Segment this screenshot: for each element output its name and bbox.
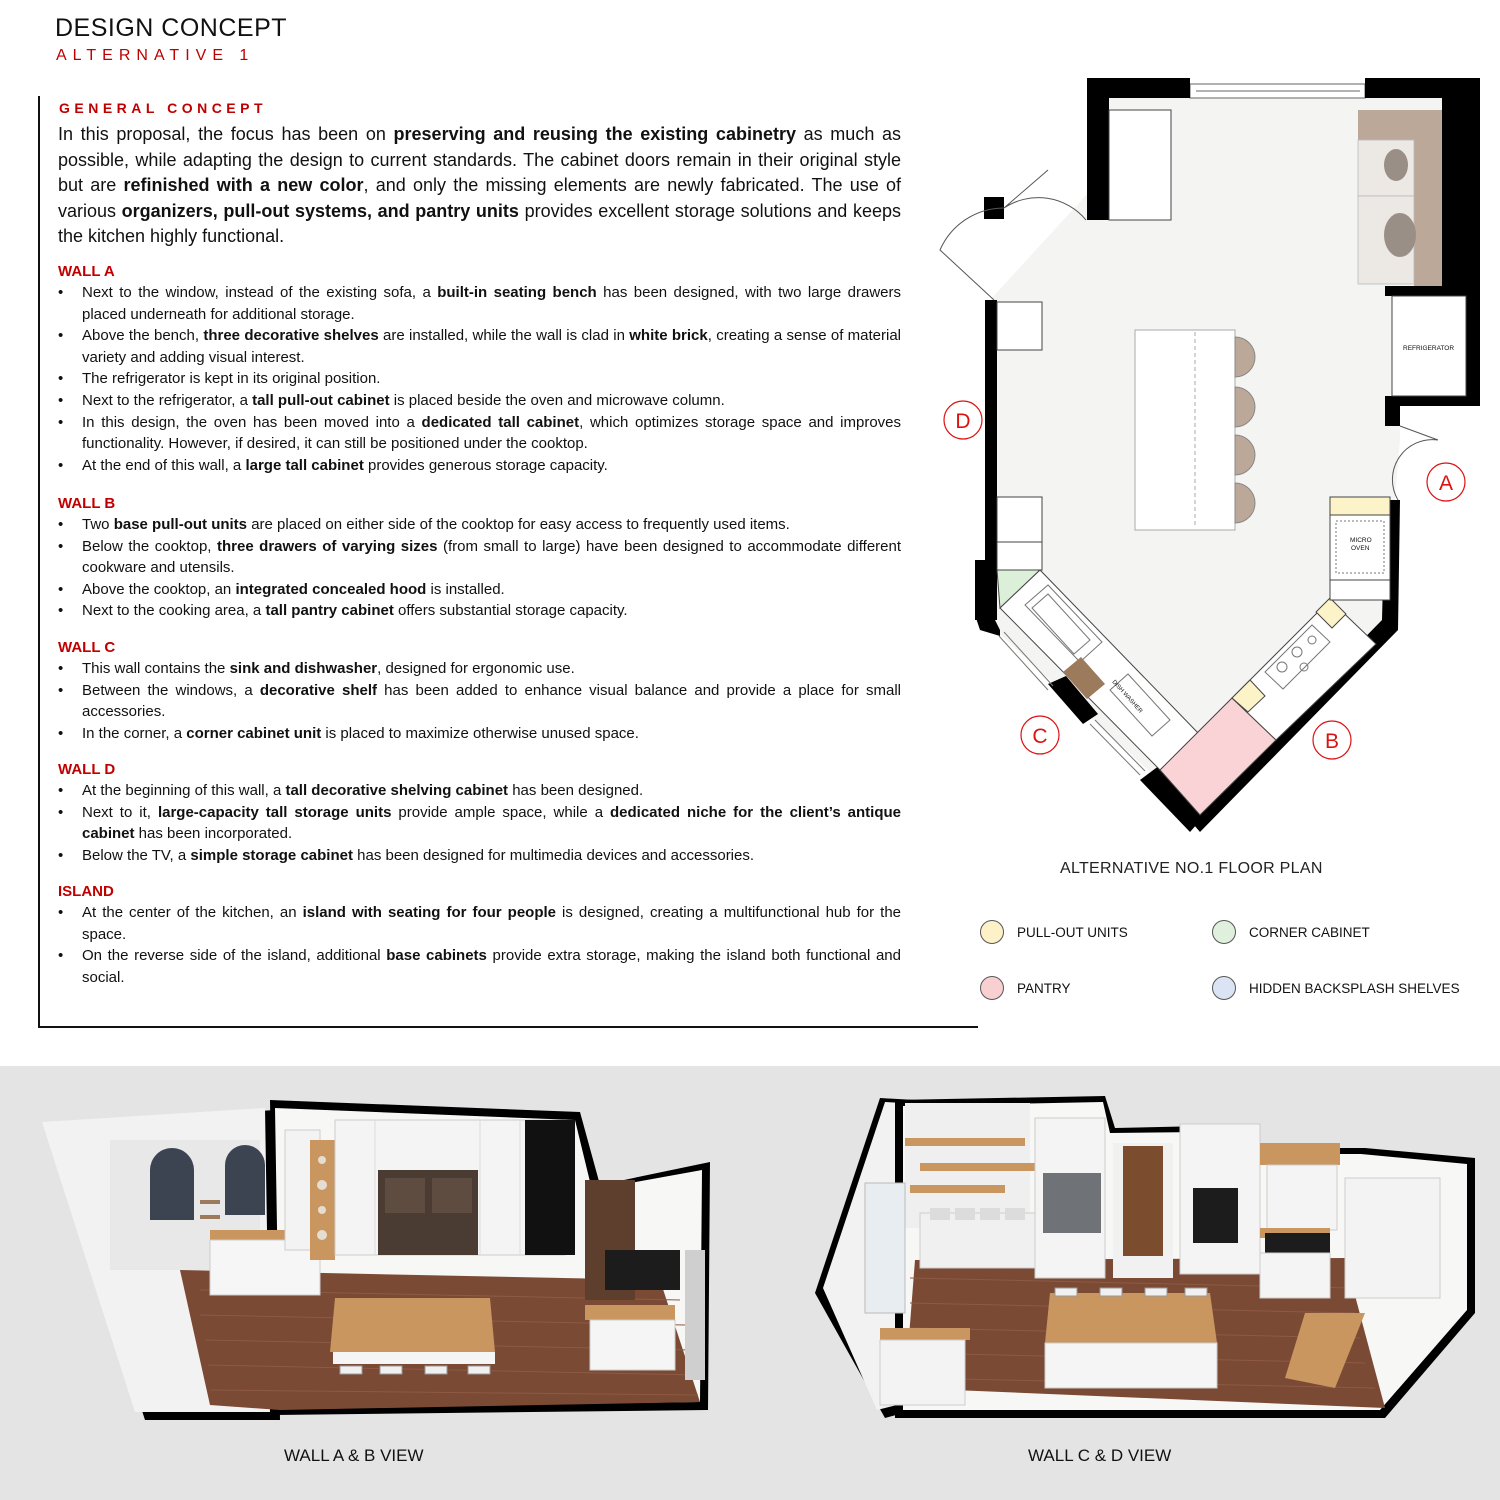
list-item: • On the reverse side of the island, additional base cabinets provide extra storage, making the island both functional and social. [58, 945, 901, 988]
wall-c-list [58, 658, 901, 744]
render-wall-cd-view [805, 1088, 1485, 1428]
list-item: • Below the cooktop, three drawers of varying sizes (from small to large) have been designed to accommodate different cookware and utensils. [58, 536, 901, 579]
list-item: • Below the TV, a simple storage cabinet has been designed for multimedia devices and accessories. [58, 845, 901, 867]
intro-bold: refinished with a new color [123, 175, 364, 195]
legend-swatch [1212, 920, 1236, 944]
list-item: • This wall contains the sink and dishwasher, designed for ergonomic use. [58, 658, 901, 680]
intro-text: , and only the missing elements are newly fabricated. The use of various [58, 175, 901, 221]
intro-text: as much as possible, while adapting the design to current standards. The cabinet doors remain in their original style but are [58, 124, 902, 195]
legend-swatch [980, 976, 1004, 1000]
legend-label: PULL-OUT UNITS [1017, 924, 1128, 940]
plan-cabinet-tall [1109, 110, 1171, 220]
list-item: • Above the cooktop, an integrated concealed hood is installed. [58, 579, 901, 601]
legend-label: HIDDEN BACKSPLASH SHELVES [1249, 980, 1460, 996]
list-item: • Above the bench, three decorative shelves are installed, while the wall is clad in white brick, creating a sense of material variety and adding visual interest. [58, 325, 901, 368]
plan-island [1135, 330, 1235, 530]
wall-b-section [58, 495, 901, 622]
wall-a-section [58, 263, 901, 476]
view-caption-ab: WALL A & B VIEW [284, 1446, 424, 1465]
general-concept-heading: GENERAL CONCEPT [59, 100, 268, 116]
wall-d-heading: WALL D [58, 761, 116, 778]
plan-micro-label: MICRO [1350, 537, 1372, 544]
wall-a-list [58, 282, 901, 476]
intro-text: provides excellent storage solutions and keeps the kitchen highly functional. [58, 200, 901, 246]
list-item: • Two base pull-out units are placed on either side of the cooktop for easy access to frequently used items. [58, 514, 901, 536]
wall-a-heading: WALL A [58, 263, 115, 280]
intro-bold: preserving and reusing the existing cabinetry [393, 124, 796, 144]
wall-label-c: C [1032, 725, 1048, 748]
list-item: • Next to it, large-capacity tall storage units provide ample space, while a dedicated niche for the client’s antique cabinet has been incorporated. [58, 802, 901, 845]
legend-hidden-shelves [1212, 976, 1460, 1000]
list-item: • In this design, the oven has been moved into a dedicated tall cabinet, which optimizes storage space and improves functionality. However, if desired, it can still be positioned under the cooktop. [58, 412, 901, 455]
list-item: • At the center of the kitchen, an island with seating for four people is designed, creating a multifunctional hub for the space. [58, 902, 901, 945]
list-item: • At the end of this wall, a large tall cabinet provides generous storage capacity. [58, 455, 901, 477]
wall-c-heading: WALL C [58, 639, 116, 656]
plan-dishwasher-label: DISH WASHER [1110, 679, 1144, 715]
wall-b-heading: WALL B [58, 495, 116, 512]
wall-c-section [58, 639, 901, 744]
list-item: • Next to the cooking area, a tall pantry cabinet offers substantial storage capacity. [58, 600, 901, 622]
plan-cabinet-d1 [997, 302, 1042, 350]
list-item: • Next to the window, instead of the existing sofa, a built-in seating bench has been designed, with two large drawers placed underneath for additional storage. [58, 282, 901, 325]
list-item: • At the beginning of this wall, a tall decorative shelving cabinet has been designed. [58, 780, 901, 802]
island-heading: ISLAND [58, 883, 114, 900]
wall-label-d: D [955, 410, 971, 433]
list-item: • The refrigerator is kept in its original position. [58, 368, 901, 390]
plan-pullout-a [1330, 497, 1390, 515]
intro-bold: organizers, pull-out systems, and pantry units [121, 200, 519, 221]
list-item: • Next to the refrigerator, a tall pull-out cabinet is placed beside the oven and microwave column. [58, 390, 901, 412]
view-caption-cd: WALL C & D VIEW [1028, 1446, 1172, 1465]
wall-b-list [58, 514, 901, 622]
page-subtitle: ALTERNATIVE 1 [56, 47, 255, 64]
island-section [58, 883, 901, 988]
plan-door-left [940, 208, 1004, 300]
legend-pullout [980, 920, 1128, 944]
legend-swatch [1212, 976, 1236, 1000]
plan-cabinet-d3 [997, 542, 1042, 570]
legend-swatch [980, 920, 1004, 944]
general-concept-paragraph [58, 122, 901, 250]
legend-label: CORNER CABINET [1249, 924, 1370, 940]
plan-refrigerator-label: REFRIGERATOR [1403, 345, 1455, 352]
plan-cabinet-d2 [997, 497, 1042, 542]
intro-text: In this proposal, the focus has been on [58, 124, 394, 144]
wall-d-section [58, 761, 901, 866]
list-item: • In the corner, a corner cabinet unit is placed to maximize otherwise unused space. [58, 723, 901, 745]
legend-pantry [980, 976, 1071, 1000]
page-title: DESIGN CONCEPT [55, 14, 288, 42]
wall-d-list [58, 780, 901, 866]
plan-cabinet-a [1330, 580, 1390, 600]
legend-corner [1212, 920, 1370, 944]
wall-label-b: B [1324, 730, 1340, 753]
floor-plan [930, 70, 1480, 850]
wall-label-a: A [1438, 472, 1454, 495]
list-item: • Between the windows, a decorative shelf has been added to enhance visual balance and provide a place for small accessories. [58, 680, 901, 723]
frame-line-vertical [38, 96, 40, 1028]
plan-oven-label: OVEN [1351, 545, 1370, 552]
island-list [58, 902, 901, 988]
legend-label: PANTRY [1017, 980, 1071, 996]
floor-plan-caption: ALTERNATIVE NO.1 FLOOR PLAN [1060, 860, 1323, 877]
frame-line-horizontal [38, 1026, 978, 1028]
render-wall-ab-view [40, 1090, 740, 1430]
